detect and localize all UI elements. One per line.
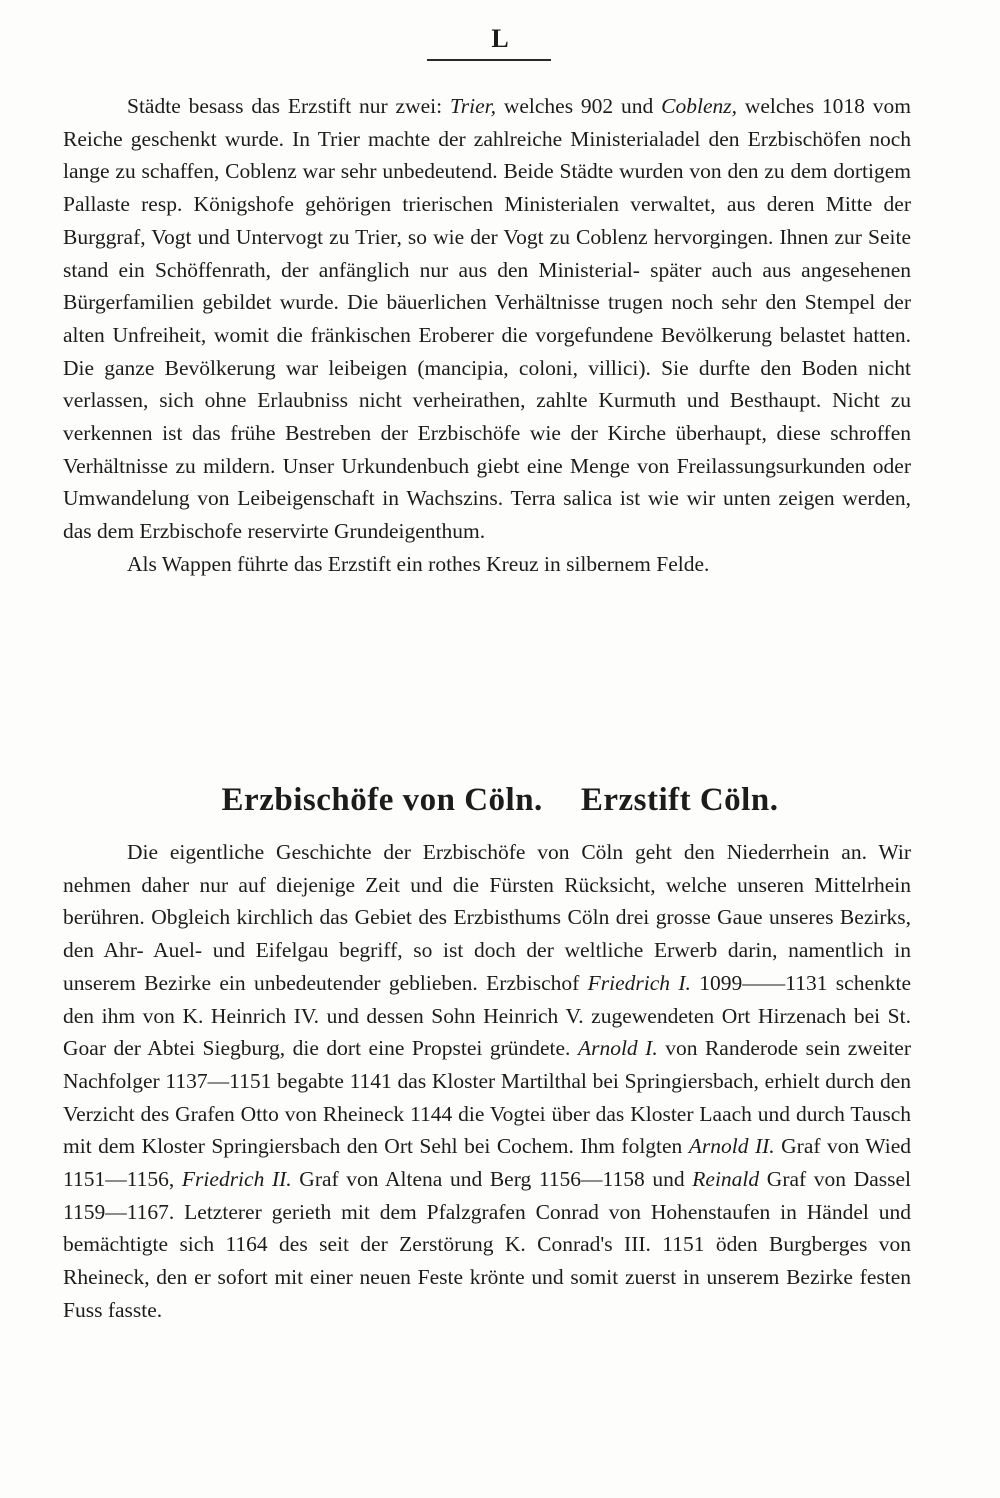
paragraph-coeln-history: Die eigentliche Geschichte der Erzbischöfe von Cöln geht den Niederrhein an. Wir nehmen daher nur auf diejenige Zeit und die Fürsten Rücksicht, welche unseren Mittelrhein berühren. Obgleich kirchlich das Gebiet des Erzbisthums Cöln drei grosse Gaue unseres Bezirks, den Ahr- Auel- und Eifelgau begriff, so ist doch der weltliche Erwerb darin, namentlich in unserem Bezirke ein unbedeutender geblieben. Erzbischof Friedrich I. 1099——1131 schenkte den ihm von K. Heinrich IV. und dessen Sohn Heinrich V. zugewendeten Ort Hirzenach bei St. Goar der Abtei Siegburg, die dort eine Propstei gründete. Arnold I. von Randerode sein zweiter Nachfolger 1137—1151 begabte 1141 das Kloster Martilthal bei Springiersbach, erhielt durch den Verzicht des Grafen Otto von Rheineck 1144 die Vogtei über das Kloster Laach und durch Tausch mit dem Kloster Springiersbach den Ort Sehl bei Cochem. Ihm folgten Arnold II. Graf von Wied 1151—1156, Friedrich II. Graf von Altena und Berg 1156—1158 und Reinald Graf von Dassel 1159—1167. Letzterer gerieth mit dem Pfalzgrafen Conrad von Hohenstaufen in Händel und bemächtigte sich 1164 des seit der Zerstörung K. Conrad's III. 1151 öden Burgberges von Rheineck, den er sofort mit einer neuen Feste krönte und somit zuerst in unserem Bezirke festen Fuss fasste. — [63, 840, 912, 1322]
italic-name: Reinald — [692, 1167, 760, 1192]
section-coeln-text — [63, 836, 911, 1327]
italic-name: Friedrich II. — [181, 1167, 292, 1192]
section-trier-text — [63, 90, 911, 581]
italic-name: Trier, — [449, 94, 496, 118]
folio-rule — [427, 59, 551, 61]
italic-name: Arnold I. — [577, 1036, 658, 1061]
paragraph-trier-arms: Als Wappen führte das Erzstift ein rothes Kreuz in silbernem Felde. — [127, 551, 710, 576]
heading-right: Erzstift Cöln. — [580, 782, 779, 818]
italic-name: Coblenz, — [661, 94, 737, 118]
section-heading — [0, 778, 1000, 822]
italic-name: Arnold II. — [688, 1134, 775, 1159]
italic-name: Friedrich I. — [587, 970, 691, 995]
page-number: L — [491, 24, 509, 53]
heading-left: Erzbischöfe von Cöln. — [221, 782, 543, 818]
paragraph-trier-cities: Städte besass das Erzstift nur zwei: Trier, welches 902 und Coblenz, welches 1018 vom Reiche geschenkt wurde. In Trier machte der zahlreiche Ministerialadel den Erzbischöfen noch lange zu schaffen, Coblenz war sehr unbedeutend. Beide Städte wurden von den zu dem dortigem Pallaste resp. Königshofe gehörigen trierischen Ministerialen verwaltet, aus deren Mitte der Burggraf, Vogt und Untervogt zu Trier, so wie der Vogt zu Coblenz hervorgingen. Ihnen zur Seite stand ein Schöffenrath, der anfänglich nur aus den Ministerial- später auch aus angesehenen Bürgerfamilien gebildet wurde. Die bäuerlichen Verhältnisse trugen noch sehr den Stempel der alten Unfreiheit, womit die fränkischen Eroberer die vorgefundene Bevölkerung belastet hatten. Die ganze Bevölkerung war leibeigen (mancipia, coloni, villici). Sie durfte den Boden nicht verlassen, sich ohne Erlaubniss nicht verheirathen, zahlte Kurmuth und Besthaupt. Nicht zu verkennen ist das frühe Bestreben der Erzbischöfe wie der Kirche überhaupt, diese schroffen Verhältnisse zu mildern. Unser Urkundenbuch giebt eine Menge von Freilassungsurkunden oder Umwandelung von Leibeigenschaft in Wachszins. Terra salica ist wie wir unten zeigen werden, das dem Erzbischofe reservirte Grundeigenthum. — [63, 94, 912, 544]
